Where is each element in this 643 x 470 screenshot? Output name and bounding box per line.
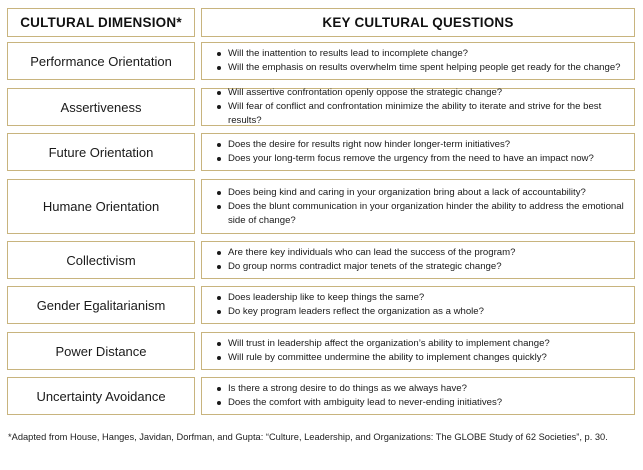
questions-uncertainty-avoidance [201, 377, 635, 415]
question-item: Does the blunt communication in your organization hinder the ability to address the emotional side of change? [216, 200, 626, 228]
questions-column-header: KEY CULTURAL QUESTIONS [201, 8, 635, 37]
question-item: Will rule by committee undermine the ability to implement changes quickly? [216, 351, 626, 365]
question-item: Does your long-term focus remove the urgency from the need to have an impact now? [216, 152, 626, 166]
dimension-column-header: CULTURAL DIMENSION* [7, 8, 195, 37]
questions-performance-orientation [201, 42, 635, 80]
questions-gender-egalitarianism [201, 286, 635, 324]
source-footnote: *Adapted from House, Hanges, Javidan, Dorfman, and Gupta: “Culture, Leadership, and Organizations: The GLOBE Study of 62 Societies”, p. 30. [8, 432, 608, 442]
dimension-gender-egalitarianism: Gender Egalitarianism [7, 286, 195, 324]
questions-assertiveness [201, 88, 635, 126]
question-item: Does the desire for results right now hinder longer-term initiatives? [216, 138, 626, 152]
question-item: Does the comfort with ambiguity lead to never-ending initiatives? [216, 396, 626, 410]
questions-power-distance [201, 332, 635, 370]
question-item: Will the inattention to results lead to incomplete change? [216, 47, 626, 61]
question-item: Do group norms contradict major tenets of the strategic change? [216, 260, 626, 274]
dimension-uncertainty-avoidance: Uncertainty Avoidance [7, 377, 195, 415]
question-item: Do key program leaders reflect the organization as a whole? [216, 305, 626, 319]
question-item: Does leadership like to keep things the same? [216, 291, 626, 305]
questions-future-orientation [201, 133, 635, 171]
question-item: Will fear of conflict and confrontation minimize the ability to iterate and strive for the best results? [216, 100, 626, 128]
question-item: Will assertive confrontation openly oppose the strategic change? [216, 86, 626, 100]
dimension-assertiveness: Assertiveness [7, 88, 195, 126]
question-item: Will trust in leadership affect the organization’s ability to implement change? [216, 337, 626, 351]
questions-humane-orientation [201, 179, 635, 234]
dimension-collectivism: Collectivism [7, 241, 195, 279]
question-item: Are there key individuals who can lead the success of the program? [216, 246, 626, 260]
dimension-power-distance: Power Distance [7, 332, 195, 370]
dimension-humane-orientation: Humane Orientation [7, 179, 195, 234]
question-item: Does being kind and caring in your organization bring about a lack of accountability? [216, 186, 626, 200]
question-item: Is there a strong desire to do things as we always have? [216, 382, 626, 396]
question-item: Will the emphasis on results overwhelm time spent helping people get ready for the change? [216, 61, 626, 75]
dimension-future-orientation: Future Orientation [7, 133, 195, 171]
dimension-performance-orientation: Performance Orientation [7, 42, 195, 80]
questions-collectivism [201, 241, 635, 279]
